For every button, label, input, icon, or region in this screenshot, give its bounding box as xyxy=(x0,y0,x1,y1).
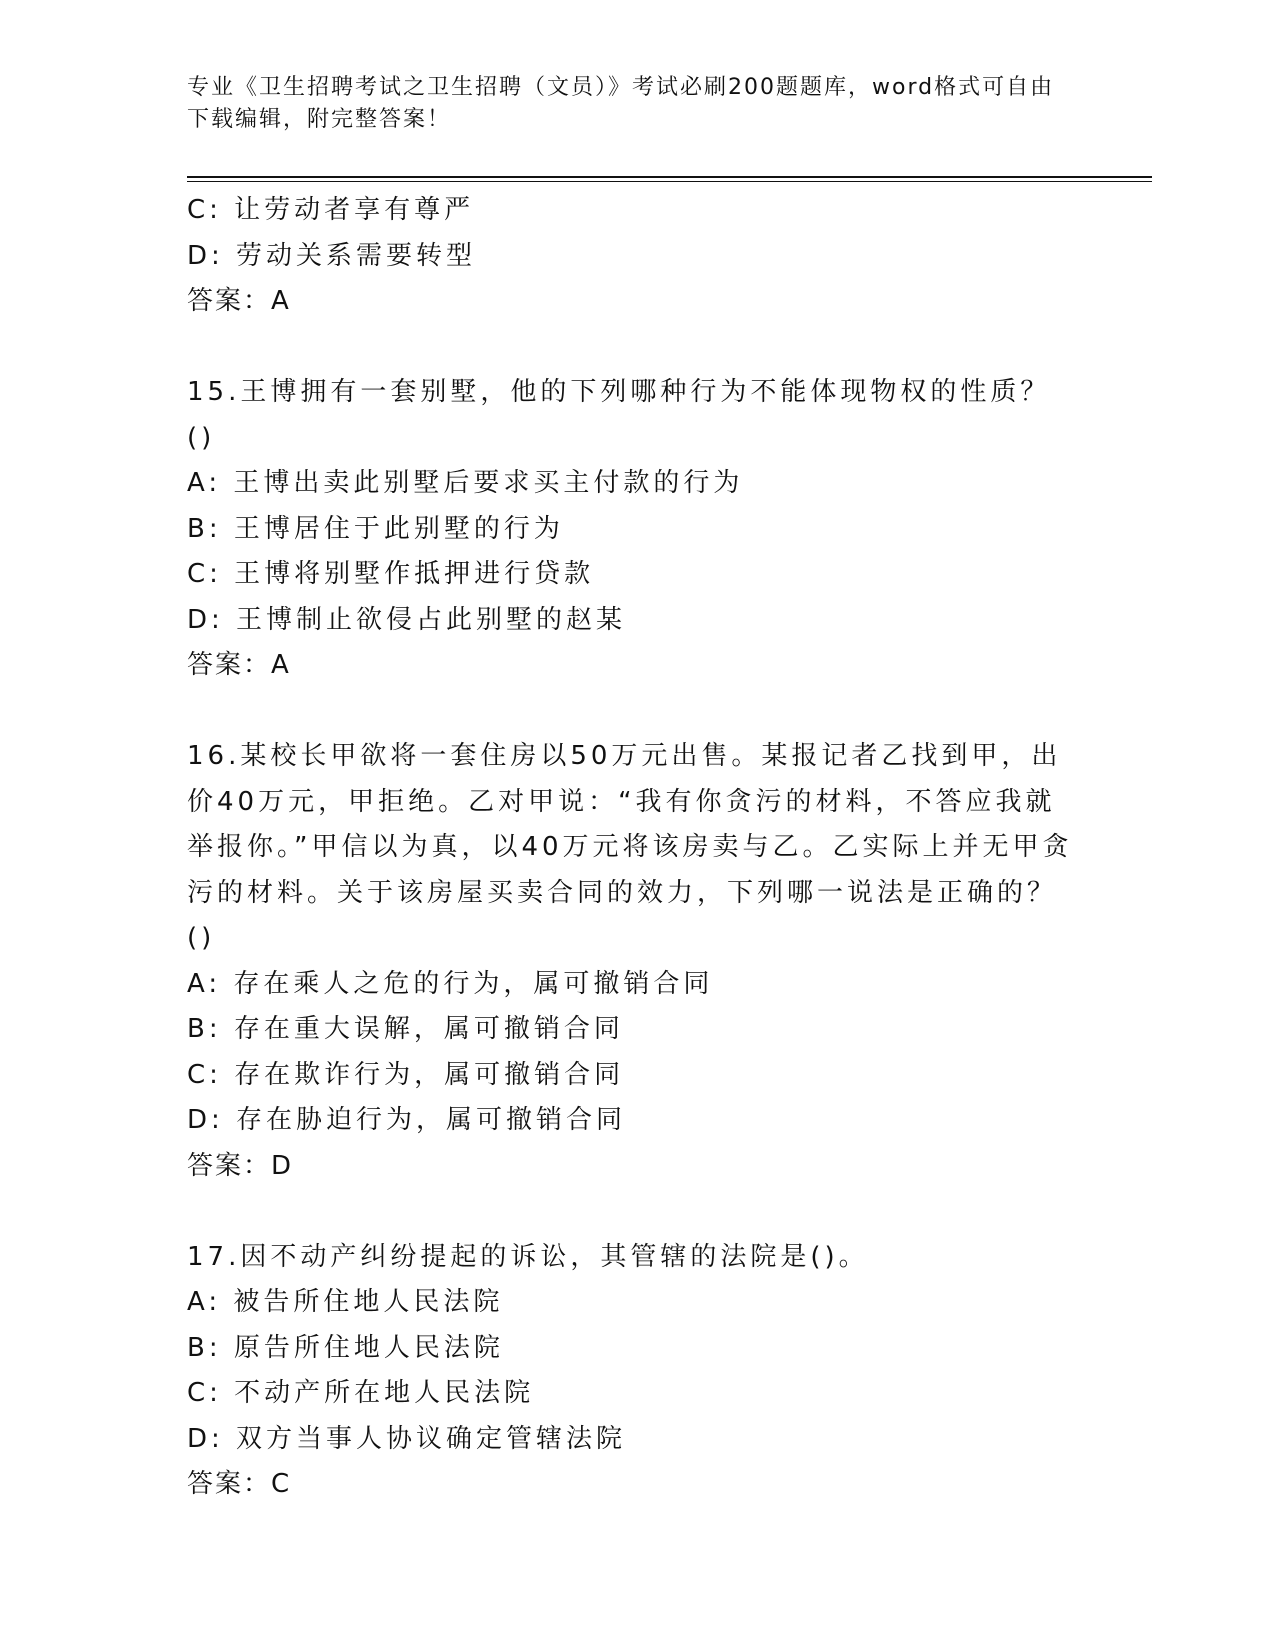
option-d: D: 王博制止欲侵占此别墅的赵某 xyxy=(187,604,627,635)
answer-value: D xyxy=(271,1150,296,1181)
option-a: A: 被告所住地人民法院 xyxy=(187,1287,504,1317)
answer-value: C xyxy=(271,1469,294,1499)
spacer xyxy=(187,1189,1077,1235)
answer xyxy=(187,1144,1077,1190)
answer-label: 答案： xyxy=(187,1469,272,1499)
question-stem: 16.某校长甲欲将一套住房以50万元出售。某报记者乙找到甲，出价40万元，甲拒绝。乙对甲说：“我有你贪污的材料，不答应我就举报你。”甲信以为真，以40万元将该房卖与乙。乙实际上并无甲贪污的材料。关于该房屋买卖合同的效力，下列哪一说法是正确的？() xyxy=(187,741,1073,953)
header-divider-thin xyxy=(187,181,1152,182)
answer-value: A xyxy=(271,650,293,680)
option-c: C: 王博将别墅作抵押进行贷款 xyxy=(187,559,595,589)
option-c: C: 不动产所在地人民法院 xyxy=(187,1378,535,1408)
question-17 xyxy=(187,1235,1077,1508)
header-divider-thick xyxy=(187,176,1152,178)
answer-label: 答案： xyxy=(187,650,272,680)
question-stem: 15.王博拥有一套别墅，他的下列哪种行为不能体现物权的性质？() xyxy=(187,377,1051,453)
answer-label: 答案： xyxy=(187,1150,272,1181)
prev-option-d: D: 劳动关系需要转型 xyxy=(187,240,477,271)
question-15 xyxy=(187,370,1077,689)
option-b: B: 王博居住于此别墅的行为 xyxy=(187,513,564,544)
answer xyxy=(187,643,1077,689)
option-c: C: 存在欺诈行为，属可撤销合同 xyxy=(187,1059,625,1090)
document-header xyxy=(187,72,1067,136)
question-stem: 17.因不动产纠纷提起的诉讼，其管辖的法院是()。 xyxy=(187,1241,869,1272)
option-a: A: 王博出卖此别墅后要求买主付款的行为 xyxy=(187,468,744,498)
answer-value: A xyxy=(271,286,293,316)
prev-option-c: C: 让劳动者享有尊严 xyxy=(187,195,475,225)
option-d: D: 双方当事人协议确定管辖法院 xyxy=(187,1423,627,1454)
question-list xyxy=(187,188,1077,1508)
spacer xyxy=(187,325,1077,371)
spacer xyxy=(187,689,1077,735)
option-d: D: 存在胁迫行为，属可撤销合同 xyxy=(187,1105,627,1135)
option-b: B: 存在重大误解，属可撤销合同 xyxy=(187,1014,624,1044)
option-a: A: 存在乘人之危的行为，属可撤销合同 xyxy=(187,968,714,999)
header-text: 专业《卫生招聘考试之卫生招聘（文员）》考试必刷200题题库，word格式可自由下载编辑，附完整答案！ xyxy=(187,75,1055,132)
answer xyxy=(187,1462,1077,1508)
question-16 xyxy=(187,734,1077,1189)
prev-answer xyxy=(187,279,1077,325)
answer-label: 答案： xyxy=(187,286,272,316)
option-b: B: 原告所住地人民法院 xyxy=(187,1332,504,1363)
